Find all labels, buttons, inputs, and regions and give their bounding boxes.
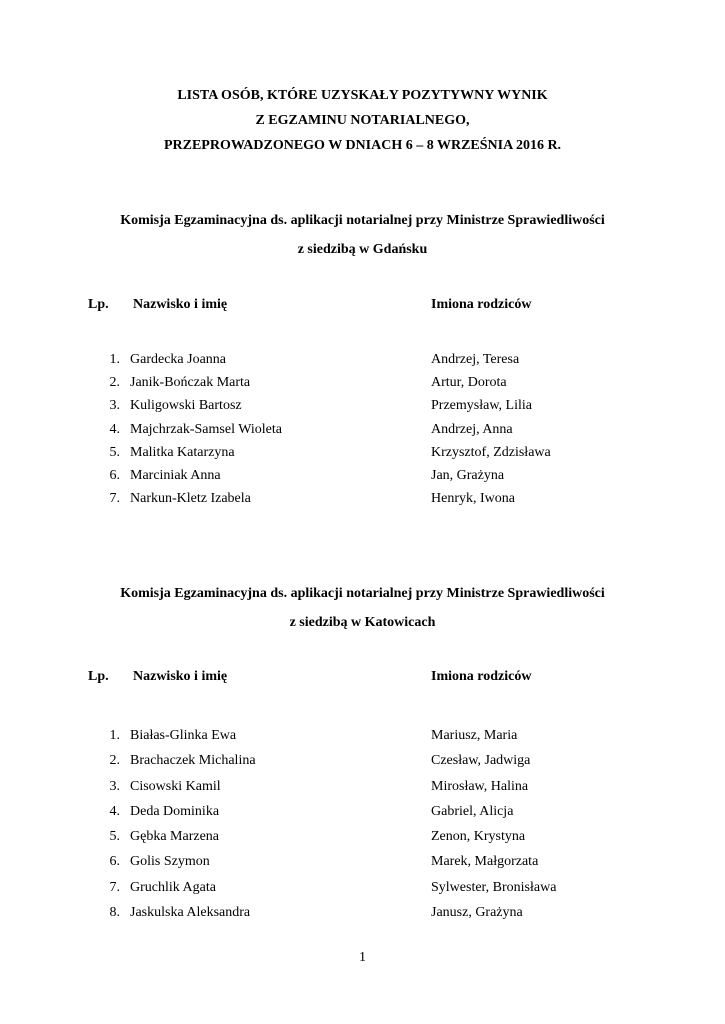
page-number: 1 (359, 950, 366, 965)
parents-names: Artur, Dorota (431, 375, 507, 391)
list-item (0, 727, 725, 752)
candidate-name: Brachaczek Michalina (130, 753, 256, 769)
row-number: 7. (109, 491, 120, 507)
parents-names: Sylwester, Bronisława (431, 879, 557, 895)
row-number: 3. (109, 398, 120, 414)
list-item (0, 374, 725, 397)
list-item (0, 490, 725, 513)
parents-names: Czesław, Jadwiga (431, 753, 531, 769)
row-number: 5. (109, 829, 120, 845)
parents-names: Andrzej, Teresa (431, 352, 520, 367)
parents-names: Janusz, Grażyna (431, 905, 523, 921)
list-item (0, 397, 725, 420)
candidate-name: Majchrzak-Samsel Wioleta (130, 421, 282, 437)
column-header-lp: Lp. (88, 669, 109, 684)
list-item (0, 853, 725, 878)
column-header-name: Nazwisko i imię (133, 669, 228, 684)
commission-name: Komisja Egzaminacyjna ds. aplikacji notarialnej przy Ministrze Sprawiedliwości (120, 586, 605, 601)
row-number: 2. (109, 753, 120, 769)
candidate-list-gdansk (0, 351, 725, 513)
list-item (0, 828, 725, 853)
row-number: 1. (109, 728, 120, 743)
parents-names: Krzysztof, Zdzisława (431, 444, 551, 460)
row-number: 6. (109, 854, 120, 870)
parents-names: Mariusz, Maria (431, 728, 518, 743)
title-line: LISTA OSÓB, KTÓRE UZYSKAŁY POZYTYWNY WYNIK (177, 88, 548, 103)
candidate-name: Malitka Katarzyna (130, 444, 235, 460)
candidate-name: Białas-Glinka Ewa (130, 728, 237, 743)
parents-names: Andrzej, Anna (431, 421, 513, 437)
row-number: 7. (109, 879, 120, 895)
row-number: 4. (109, 803, 120, 819)
candidate-name: Narkun-Kletz Izabela (130, 491, 251, 507)
parents-names: Jan, Grażyna (431, 467, 505, 483)
row-number: 4. (109, 421, 120, 437)
commission-seat: z siedzibą w Gdańsku (297, 242, 428, 257)
list-item (0, 467, 725, 490)
column-header-parents: Imiona rodziców (431, 297, 532, 312)
candidate-name: Kuligowski Bartosz (130, 398, 242, 414)
candidate-name: Gruchlik Agata (130, 879, 216, 895)
row-number: 1. (109, 352, 120, 367)
list-item (0, 803, 725, 828)
candidate-name: Janik-Bończak Marta (130, 375, 251, 391)
parents-names: Mirosław, Halina (431, 778, 529, 794)
commission-name: Komisja Egzaminacyjna ds. aplikacji notarialnej przy Ministrze Sprawiedliwości (120, 213, 605, 228)
commission-heading-gdansk (0, 206, 725, 264)
candidate-name: Gębka Marzena (130, 829, 220, 845)
commission-heading-katowice (0, 579, 725, 637)
column-header-lp: Lp. (88, 297, 109, 312)
candidate-list-katowice (0, 727, 725, 929)
candidate-name: Gardecka Joanna (130, 352, 227, 367)
candidate-name: Jaskulska Aleksandra (130, 905, 251, 921)
row-number: 2. (109, 375, 120, 391)
list-item (0, 778, 725, 803)
candidate-name: Cisowski Kamil (130, 778, 221, 794)
row-number: 5. (109, 444, 120, 460)
row-number: 8. (109, 905, 120, 921)
title-line: PRZEPROWADZONEGO W DNIACH 6 – 8 WRZEŚNIA 2016 R. (163, 138, 562, 153)
parents-names: Zenon, Krystyna (431, 829, 526, 845)
title-line: Z EGZAMINU NOTARIALNEGO, (255, 113, 470, 128)
document-title (0, 83, 725, 158)
list-item (0, 904, 725, 929)
list-item (0, 351, 725, 374)
parents-names: Przemysław, Lilia (431, 398, 532, 414)
candidate-name: Marciniak Anna (130, 467, 221, 483)
list-item (0, 421, 725, 444)
row-number: 3. (109, 778, 120, 794)
list-item (0, 879, 725, 904)
commission-seat: z siedzibą w Katowicach (289, 615, 436, 630)
parents-names: Henryk, Iwona (431, 491, 515, 507)
list-item (0, 752, 725, 777)
parents-names: Marek, Małgorzata (431, 854, 539, 870)
parents-names: Gabriel, Alicja (431, 803, 514, 819)
candidate-name: Golis Szymon (130, 854, 210, 870)
row-number: 6. (109, 467, 120, 483)
column-header-parents: Imiona rodziców (431, 669, 532, 684)
column-header-name: Nazwisko i imię (133, 297, 228, 312)
candidate-name: Deda Dominika (130, 803, 220, 819)
list-item (0, 444, 725, 467)
